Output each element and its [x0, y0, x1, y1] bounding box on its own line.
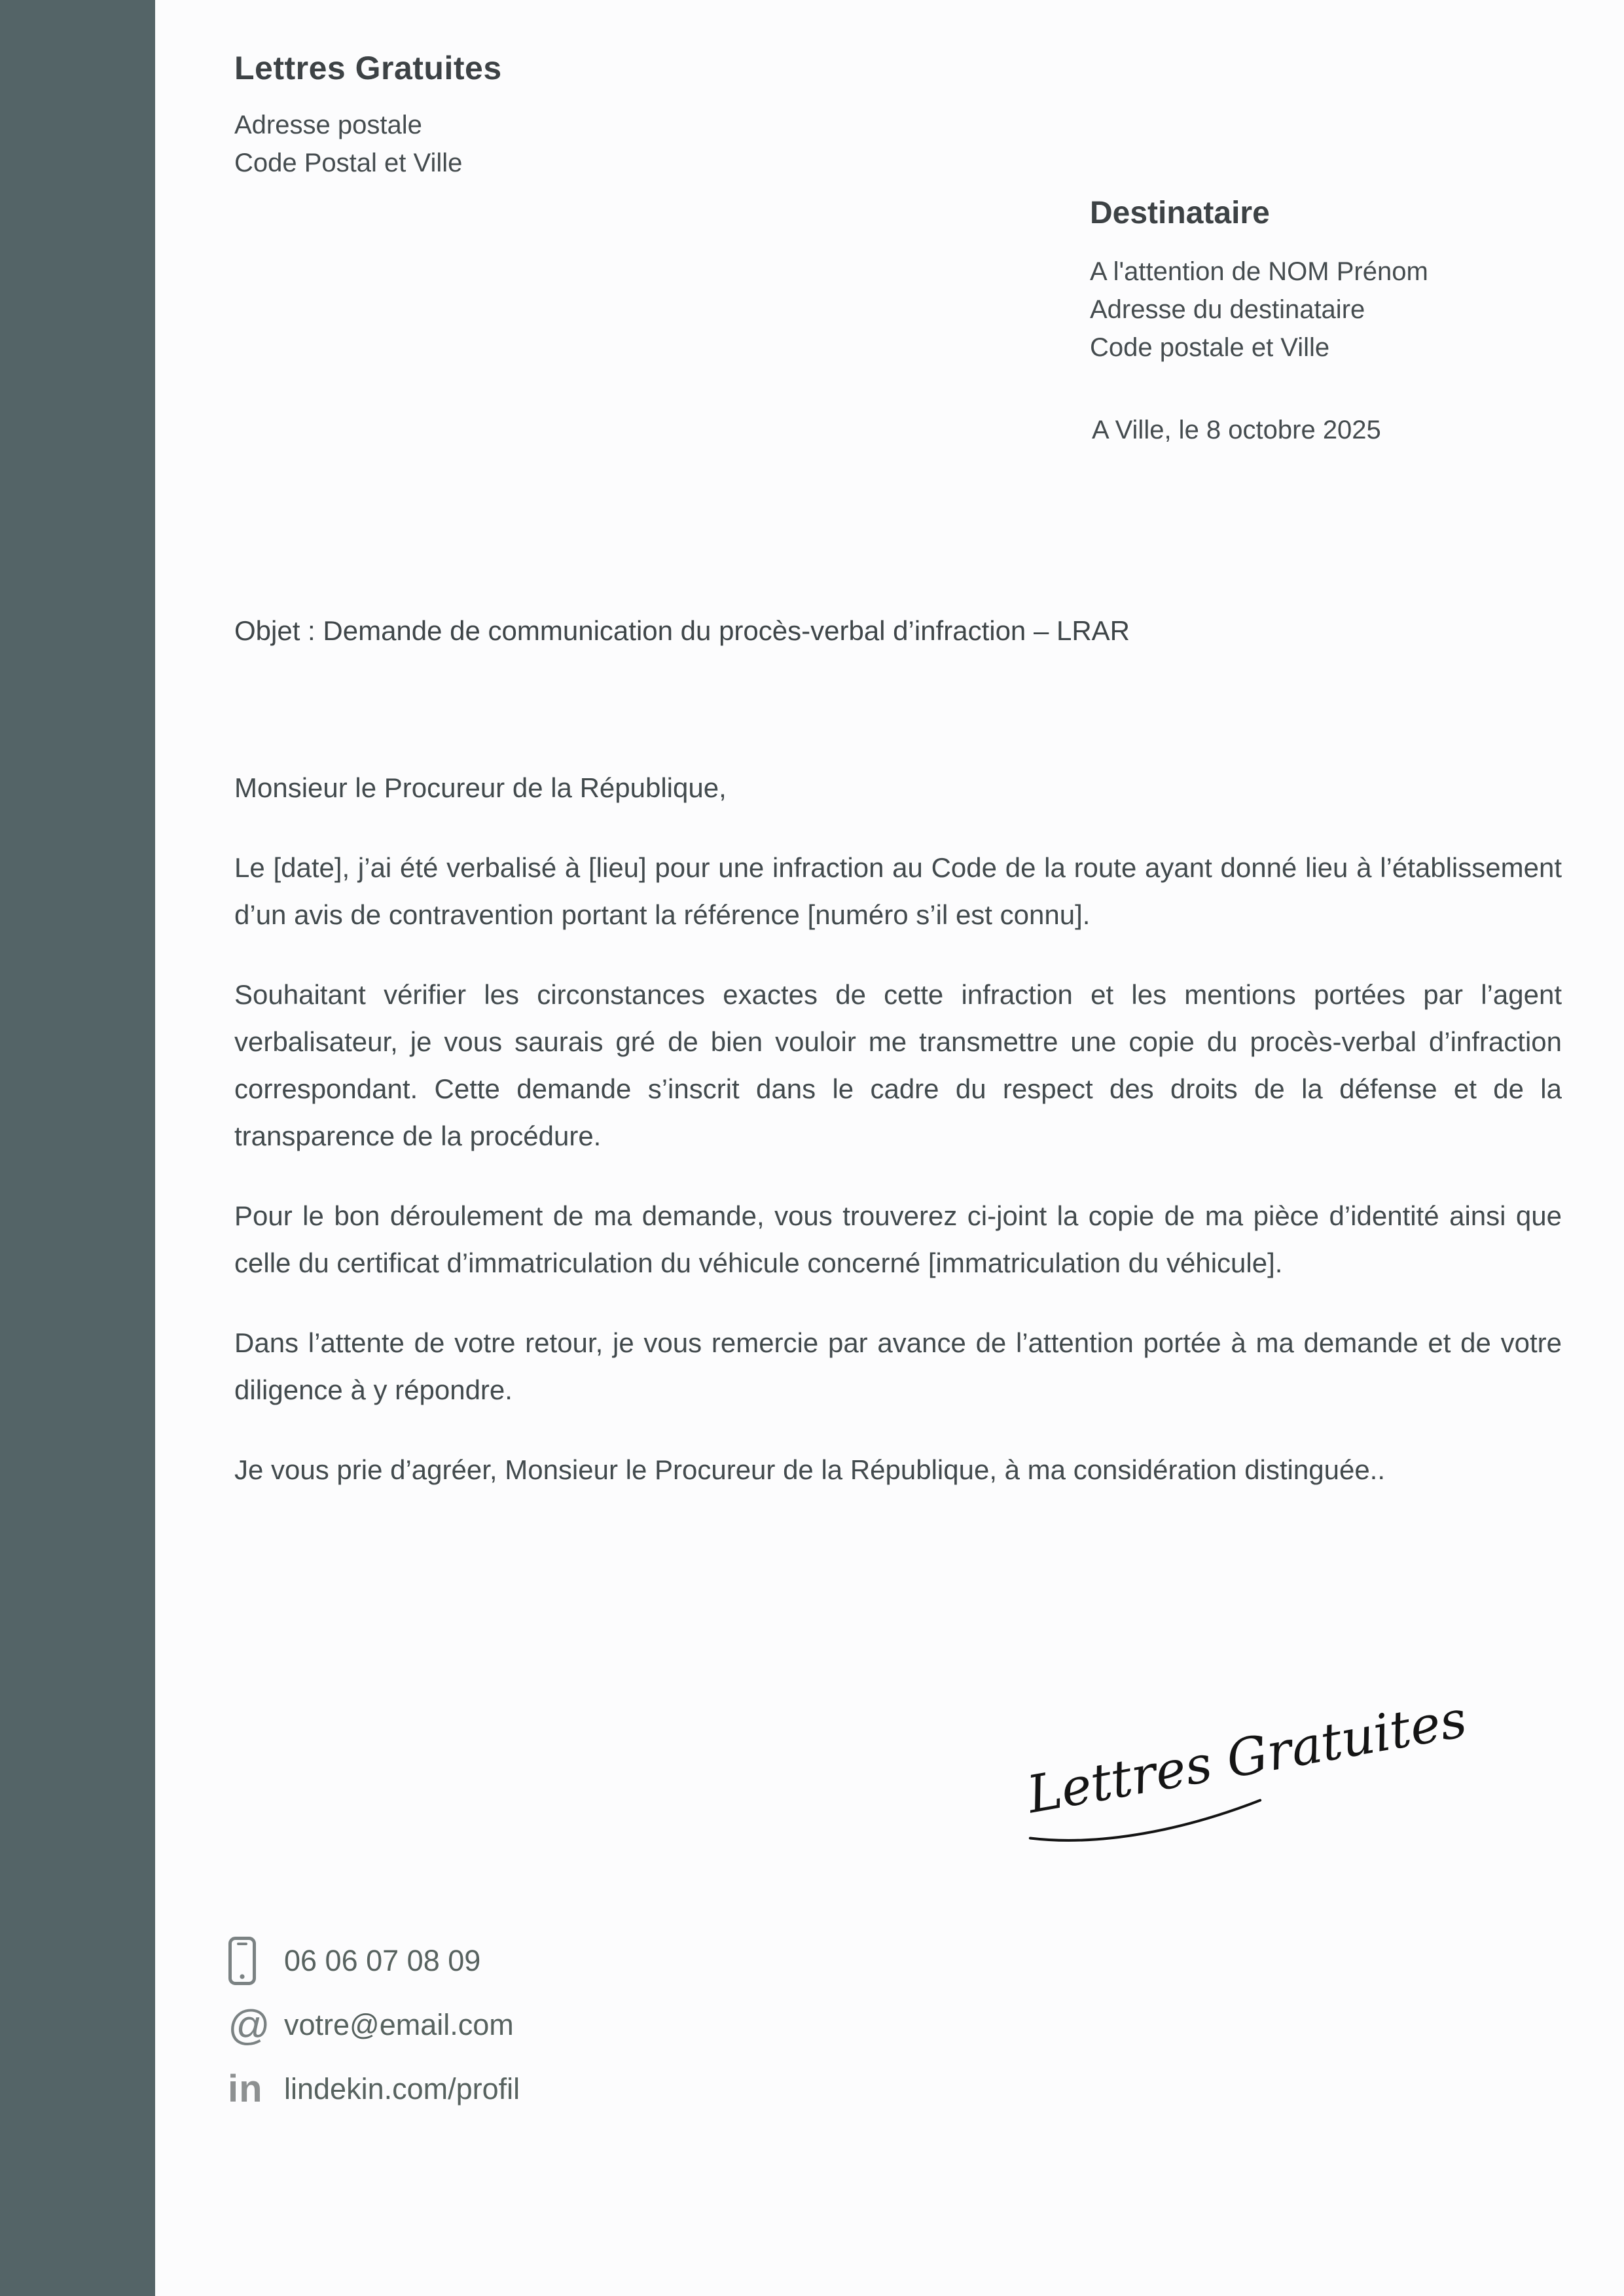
footer-email-row	[228, 1999, 514, 2051]
signature-block	[1011, 1666, 1470, 1856]
subject-line: Objet : Demande de communication du procès-verbal d’infraction – LRAR	[234, 615, 1130, 646]
body-paragraph: Je vous prie d’agréer, Monsieur le Procureur de la République, à ma considération distinguée..	[234, 1454, 1386, 1485]
linkedin-url: lindekin.com/profil	[284, 2072, 520, 2106]
date-line: A Ville, le 8 octobre 2025	[1092, 416, 1381, 444]
linkedin-icon: in	[228, 2068, 263, 2110]
body-paragraph: Pour le bon déroulement de ma demande, vous trouverez ci-joint la copie de ma pièce d’identité ainsi que celle du certificat d’immatriculation du véhicule concerné [immatriculation du véhicule].	[234, 1200, 1562, 1278]
sender-name: Lettres Gratuites	[234, 50, 502, 86]
footer-linkedin-row	[228, 2063, 520, 2115]
smartphone-icon	[228, 1936, 264, 1986]
recipient-line2: Adresse du destinataire	[1090, 295, 1365, 324]
letter-body	[234, 764, 1562, 1494]
signature-image	[1011, 1666, 1470, 1856]
recipient-block	[1090, 195, 1428, 367]
body-paragraph: Souhaitant vérifier les circonstances exactes de cette infraction et les mentions portées par l’agent verbalisateur, je vous saurais gré de bien vouloir me transmettre une copie du procès-verbal d’infraction correspondant. Cette demande s’inscrit dans le cadre du respect des droits de la défense et de la transparence de la procédure.	[234, 979, 1562, 1151]
body-paragraph: Dans l’attente de votre retour, je vous remercie par avance de l’attention portée à ma demande et de votre diligence à y répondre.	[234, 1327, 1562, 1405]
recipient-title: Destinataire	[1090, 196, 1270, 230]
sender-address-line1: Adresse postale	[234, 111, 422, 139]
email-address: votre@email.com	[284, 2008, 514, 2041]
at-icon: @	[228, 2001, 270, 2049]
recipient-line1: A l'attention de NOM Prénom	[1090, 257, 1428, 286]
footer-phone-row	[228, 1935, 480, 1987]
left-accent-band	[0, 0, 155, 2296]
sender-address-line2: Code Postal et Ville	[234, 149, 463, 177]
salutation: Monsieur le Procureur de la République,	[234, 772, 727, 803]
phone-number: 06 06 07 08 09	[284, 1944, 481, 1977]
sender-block	[234, 50, 502, 182]
signature-text: Lettres Gratuites.	[1022, 1687, 1470, 1825]
body-paragraph: Le [date], j’ai été verbalisé à [lieu] pour une infraction au Code de la route ayant donné lieu à l’établissement d’un avis de contravention portant la référence [numéro s’il est connu].	[234, 852, 1562, 930]
recipient-line3: Code postale et Ville	[1090, 333, 1330, 362]
